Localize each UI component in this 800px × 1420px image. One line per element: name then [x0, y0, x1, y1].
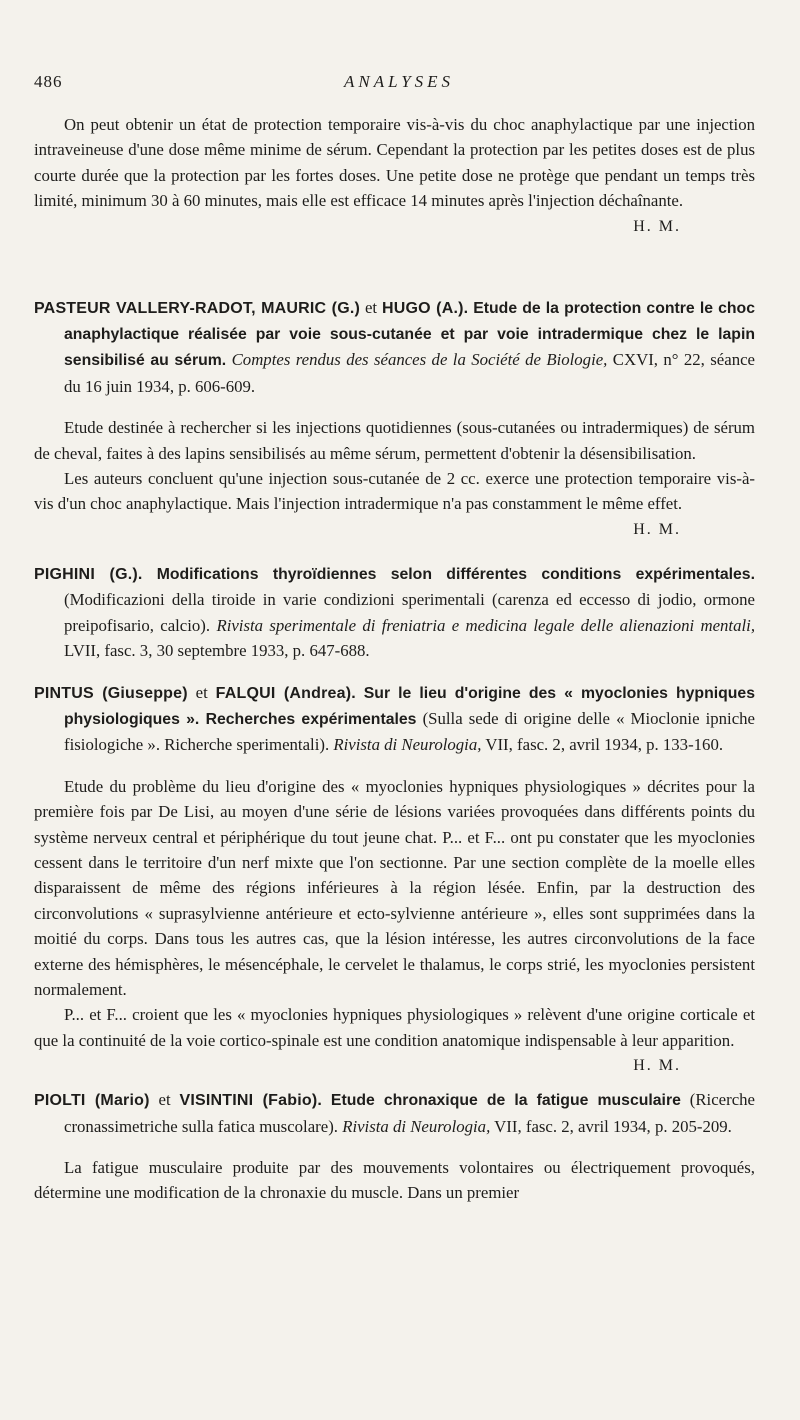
authors: PIGHINI (G.). — [34, 565, 143, 583]
analysis-entry — [34, 680, 756, 1075]
authors: PINTUS (Giuseppe) — [34, 684, 188, 702]
original-title: (Modificazioni della tiroide in varie condizioni sperimentali (carenza ed eccesso di jodio, ormone preipofisario, calcio). — [64, 590, 755, 635]
authors: HUGO (A.). — [382, 299, 469, 317]
citation-details: VII, fasc. 2, avril 1934, p. 205-209. — [494, 1116, 732, 1136]
original-title: (Sulla sede di origine delle « Mioclonie ipniche fisiologiche ». Richerche sperimentali). — [64, 708, 756, 755]
summary-paragraph: Etude du problème du lieu d'origine des « myoclonies hypniques physiologiques » décrites pour la première fois par De Lisi, au moyen d'une série de lésions variées provoquées dans différents points du système nerveux central et périphérique du tout jeune chat. P... et F... ont pu constater que les myoclonies cessent dans le territoire d'un nerf mixte que l'on sectionne. Par une section complète de la moelle elles disparaissent de même des régions inférieures à la région lésée. Enfin, par la destruction des circonvolutions « suprasylvienne antérieure et ecto-sylvienne antérieure », elles sont supprimées dans la moitié du corps. Dans tous les autres cas, que la lésion intéresse, les autres circonvolutions de la face externe des hémisphères, le mésencéphale, le cervelet le thalamus, le corps strié, les myoclonies persistent normalement. — [34, 776, 755, 999]
reference — [34, 680, 755, 758]
citation-details: LVII, fasc. 3, 30 septembre 1933, p. 647-688. — [64, 641, 370, 661]
journal-name: Rivista di Neurologia, — [342, 1116, 491, 1136]
author-connector: et — [360, 297, 382, 317]
running-title: ANALYSES — [343, 72, 455, 91]
article-title: Sur le lieu d'origine des « myoclonies hypniques physiologiques ». Recherches expérimentales — [64, 684, 755, 728]
journal-name: Rivista di Neurologia, — [333, 735, 482, 755]
author-connector: et — [149, 1090, 180, 1110]
summary-paragraph: Etude destinée à rechercher si les injections quotidiennes (sous-cutanées ou intradermiques) de sérum de cheval, faites à des lapins sensibilisés au même sérum, permettent d'obtenir la désensibilisation. — [34, 418, 755, 463]
page-number: 486 — [34, 72, 63, 91]
entry-signature: H. M. — [633, 1057, 681, 1075]
summary-paragraph — [34, 1002, 755, 1075]
journal-name: Comptes rendus des séances de la Société de Biologie, — [231, 350, 608, 370]
citation-details: VII, fasc. 2, avril 1934, p. 133-160. — [485, 735, 724, 755]
author-connector: et — [187, 682, 216, 702]
reference — [34, 295, 755, 400]
summary-paragraph: La fatigue musculaire produite par des mouvements volontaires ou électriquement provoqués, détermine une modification de la chronaxie du muscle. Dans un premier — [34, 1158, 755, 1203]
article-title: Etude de la protection contre le choc anaphylactique réalisée par voie sous-cutanée et par voie intradermique chez le lapin sensibilisé au sérum. — [64, 299, 755, 370]
original-title: (Ricerche cronassimetriche sulla fatica muscolare). — [64, 1090, 755, 1136]
article-title: Modifications thyroïdiennes selon différentes conditions expérimentales. — [156, 565, 755, 583]
authors: PIOLTI (Mario) — [34, 1092, 150, 1110]
reference — [34, 1087, 755, 1139]
citation-details: CXVI, n° 22, séance du 16 juin 1934, p. 606-609. — [64, 350, 755, 396]
analysis-entry — [34, 1087, 755, 1206]
authors: FALQUI (Andrea). — [215, 684, 356, 702]
page-header — [34, 68, 764, 98]
authors: PASTEUR VALLERY-RADOT, MAURIC (G.) — [34, 299, 361, 317]
authors: VISINTINI (Fabio). — [179, 1092, 323, 1110]
intro-signature: H. M. — [633, 217, 681, 235]
reference — [34, 561, 755, 664]
intro-paragraph: On peut obtenir un état de protection temporaire vis-à-vis du choc anaphylactique par une injection intraveineuse d'une dose même minime de sérum. Cependant la protection par les petites doses est de plus courte durée que la protection par les fortes doses. Une petite dose ne protège que pendant un temps très limité, minimum 30 à 60 minutes, mais elle est efficace 14 minutes après l'injection déchaînante. — [34, 115, 755, 211]
article-title: Etude chronaxique de la fatigue musculaire — [330, 1092, 681, 1110]
analysis-entry — [34, 561, 755, 664]
summary-paragraph — [34, 466, 755, 538]
page-content — [34, 112, 755, 1206]
analysis-entry — [34, 295, 755, 538]
entry-signature: H. M. — [633, 520, 681, 538]
summary-text: Les auteurs concluent qu'une injection sous-cutanée de 2 cc. exerce une protection temporaire vis-à-vis d'un choc anaphylactique. Mais l'injection intradermique n'a pas constamment le même effet. — [34, 469, 755, 514]
summary-text: P... et F... croient que les « myoclonies hypniques physiologiques » relèvent d'une origine corticale et que la continuité de la voie cortico-spinale est une condition anatomique indispensable à leur apparition. — [34, 1005, 755, 1050]
journal-name: Rivista sperimentale di freniatria e medicina legale delle alienazioni mentali, — [216, 615, 756, 635]
